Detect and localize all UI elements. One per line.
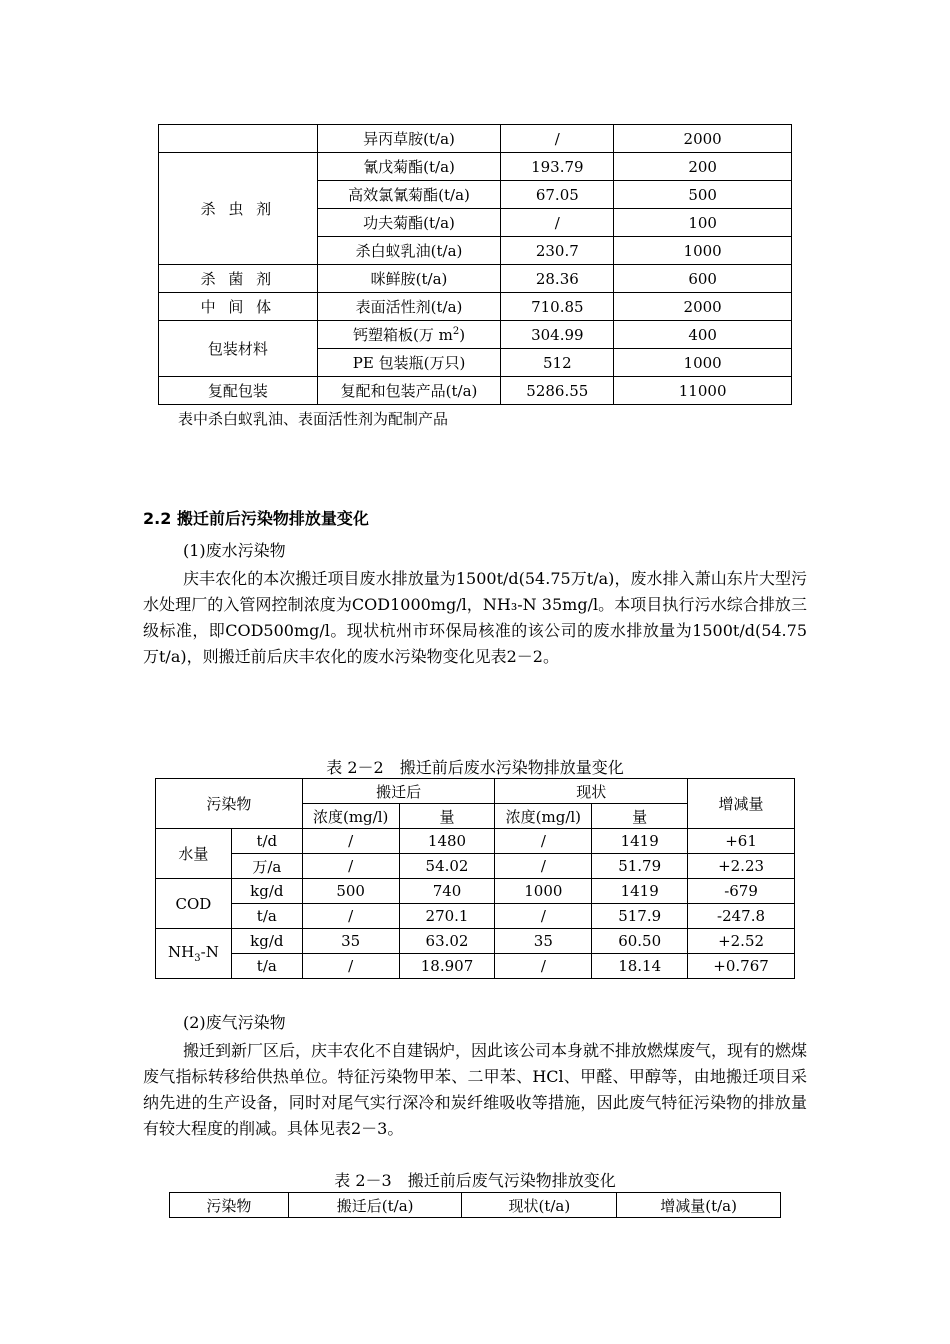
header-cell: 现状(t/a) <box>462 1193 617 1218</box>
paragraph: 搬迁到新厂区后，庆丰农化不自建锅炉，因此该公司本身就不排放燃煤废气，现有的燃煤废气指标转移给供热单位。特征污染物甲苯、二甲苯、HCl、甲醛、甲醇等，由地搬迁项目采纳先进的生产设备，同时对尾气实行深冷和炭纤维吸收等措施，因此废气特征污染物的排放量有较大程度的削减。具体见表2－3。 <box>143 1041 808 1138</box>
table-row <box>159 265 792 293</box>
value-cell: / <box>302 904 399 929</box>
value-cell: 51.79 <box>592 854 688 879</box>
before-cell: / <box>501 125 614 153</box>
unit-cell: kg/d <box>231 929 302 954</box>
value-cell: +61 <box>688 829 795 854</box>
header-cell: 污染物 <box>170 1193 289 1218</box>
unit-cell: t/a <box>231 954 302 979</box>
value-cell: 740 <box>399 879 495 904</box>
before-cell: / <box>501 209 614 237</box>
product-cell: 复配和包装产品(t/a) <box>317 377 501 405</box>
table-row <box>156 954 795 979</box>
table-header-row <box>156 779 795 804</box>
before-cell: 193.79 <box>501 153 614 181</box>
table-row <box>156 854 795 879</box>
capacity-cell: 1000 <box>614 349 792 377</box>
superscript: 2 <box>452 326 460 337</box>
product-text: 钙塑箱板(万 m <box>352 326 453 344</box>
value-cell: / <box>495 829 592 854</box>
subsection-title: (2)废气污染物 <box>183 1013 286 1032</box>
nh3-text: NH <box>168 943 195 961</box>
product-cell: 异丙草胺(t/a) <box>317 125 501 153</box>
capacity-cell: 2000 <box>614 293 792 321</box>
section-heading: 2.2 搬迁前后污染物排放量变化 <box>143 509 369 528</box>
header-cell: 搬迁后(t/a) <box>288 1193 462 1218</box>
table-row <box>156 829 795 854</box>
table-caption: 表 2－3 搬迁前后废气污染物排放变化 <box>334 1171 616 1190</box>
category-cell: 中 间 体 <box>159 293 318 321</box>
value-cell: -247.8 <box>688 904 795 929</box>
capacity-cell: 600 <box>614 265 792 293</box>
value-cell: / <box>495 854 592 879</box>
capacity-cell: 500 <box>614 181 792 209</box>
category-cell: 杀 虫 剂 <box>159 153 318 265</box>
header-cell: 搬迁后 <box>302 779 495 804</box>
header-cell: 量 <box>399 804 495 829</box>
category-cell: 包装材料 <box>159 321 318 377</box>
table-row <box>159 321 792 349</box>
value-cell: 54.02 <box>399 854 495 879</box>
product-cell: 功夫菊酯(t/a) <box>317 209 501 237</box>
value-cell: / <box>302 829 399 854</box>
capacity-cell: 100 <box>614 209 792 237</box>
capacity-cell: 11000 <box>614 377 792 405</box>
value-cell: 63.02 <box>399 929 495 954</box>
header-cell: 浓度(mg/l) <box>495 804 592 829</box>
product-cell: PE 包装瓶(万只) <box>317 349 501 377</box>
unit-cell: 万/a <box>231 854 302 879</box>
before-cell: 28.36 <box>501 265 614 293</box>
capacity-cell: 400 <box>614 321 792 349</box>
before-cell: 304.99 <box>501 321 614 349</box>
product-cell: 杀白蚁乳油(t/a) <box>317 237 501 265</box>
product-cell: 氰戊菊酯(t/a) <box>317 153 501 181</box>
product-cell: 咪鲜胺(t/a) <box>317 265 501 293</box>
value-cell: 35 <box>495 929 592 954</box>
product-cell: 表面活性剂(t/a) <box>317 293 501 321</box>
subsection-title: (1)废水污染物 <box>183 541 286 560</box>
header-cell: 增减量(t/a) <box>617 1193 781 1218</box>
value-cell: 517.9 <box>592 904 688 929</box>
before-cell: 67.05 <box>501 181 614 209</box>
table-note: 表中杀白蚁乳油、表面活性剂为配制产品 <box>178 410 449 428</box>
unit-cell: t/a <box>231 904 302 929</box>
value-cell: +2.23 <box>688 854 795 879</box>
value-cell: 270.1 <box>399 904 495 929</box>
value-cell: 1480 <box>399 829 495 854</box>
table-row <box>159 153 792 181</box>
header-cell: 增减量 <box>688 779 795 829</box>
table-row <box>159 125 792 153</box>
before-cell: 230.7 <box>501 237 614 265</box>
product-cell <box>317 321 501 349</box>
group-cell: COD <box>156 879 232 929</box>
table-header-row <box>170 1193 781 1218</box>
table-row <box>159 293 792 321</box>
group-cell: 水量 <box>156 829 232 879</box>
value-cell: 35 <box>302 929 399 954</box>
value-cell: 18.907 <box>399 954 495 979</box>
product-text-end: ) <box>459 326 466 344</box>
value-cell: / <box>302 954 399 979</box>
capacity-cell: 1000 <box>614 237 792 265</box>
table-row <box>156 929 795 954</box>
value-cell: +2.52 <box>688 929 795 954</box>
table-row <box>156 879 795 904</box>
wastewater-table <box>155 778 795 979</box>
value-cell: 1000 <box>495 879 592 904</box>
unit-cell: t/d <box>231 829 302 854</box>
exhaust-gas-table <box>169 1192 781 1218</box>
value-cell: +0.767 <box>688 954 795 979</box>
table-row <box>159 377 792 405</box>
nh3-text-end: -N <box>200 943 219 961</box>
header-cell: 污染物 <box>156 779 303 829</box>
header-cell: 现状 <box>495 779 688 804</box>
value-cell: -679 <box>688 879 795 904</box>
category-cell <box>159 125 318 153</box>
value-cell: 60.50 <box>592 929 688 954</box>
before-cell: 512 <box>501 349 614 377</box>
value-cell: 1419 <box>592 879 688 904</box>
paragraph: 庆丰农化的本次搬迁项目废水排放量为1500t/d(54.75万t/a)，废水排入萧山东片大型污水处理厂的入管网控制浓度为COD1000mg/l，NH₃-N 35mg/l。本项目执行污水综合排放三级标准，即COD500mg/l。现状杭州市环保局核准的该公司的废水排放量为1500t/d(54.75万t/a)，则搬迁前后庆丰农化的废水污染物变化见表2－2。 <box>143 569 807 666</box>
category-cell: 杀 菌 剂 <box>159 265 318 293</box>
value-cell: 500 <box>302 879 399 904</box>
capacity-cell: 200 <box>614 153 792 181</box>
header-cell: 量 <box>592 804 688 829</box>
value-cell: / <box>495 954 592 979</box>
value-cell: / <box>302 854 399 879</box>
group-cell <box>156 929 232 979</box>
header-cell: 浓度(mg/l) <box>302 804 399 829</box>
value-cell: / <box>495 904 592 929</box>
product-capacity-table <box>158 124 792 405</box>
capacity-cell: 2000 <box>614 125 792 153</box>
product-cell: 高效氯氰菊酯(t/a) <box>317 181 501 209</box>
before-cell: 5286.55 <box>501 377 614 405</box>
before-cell: 710.85 <box>501 293 614 321</box>
value-cell: 18.14 <box>592 954 688 979</box>
table-caption: 表 2－2 搬迁前后废水污染物排放量变化 <box>326 758 624 777</box>
value-cell: 1419 <box>592 829 688 854</box>
category-cell: 复配包装 <box>159 377 318 405</box>
table-row <box>156 904 795 929</box>
unit-cell: kg/d <box>231 879 302 904</box>
subscript: 3 <box>194 953 201 964</box>
